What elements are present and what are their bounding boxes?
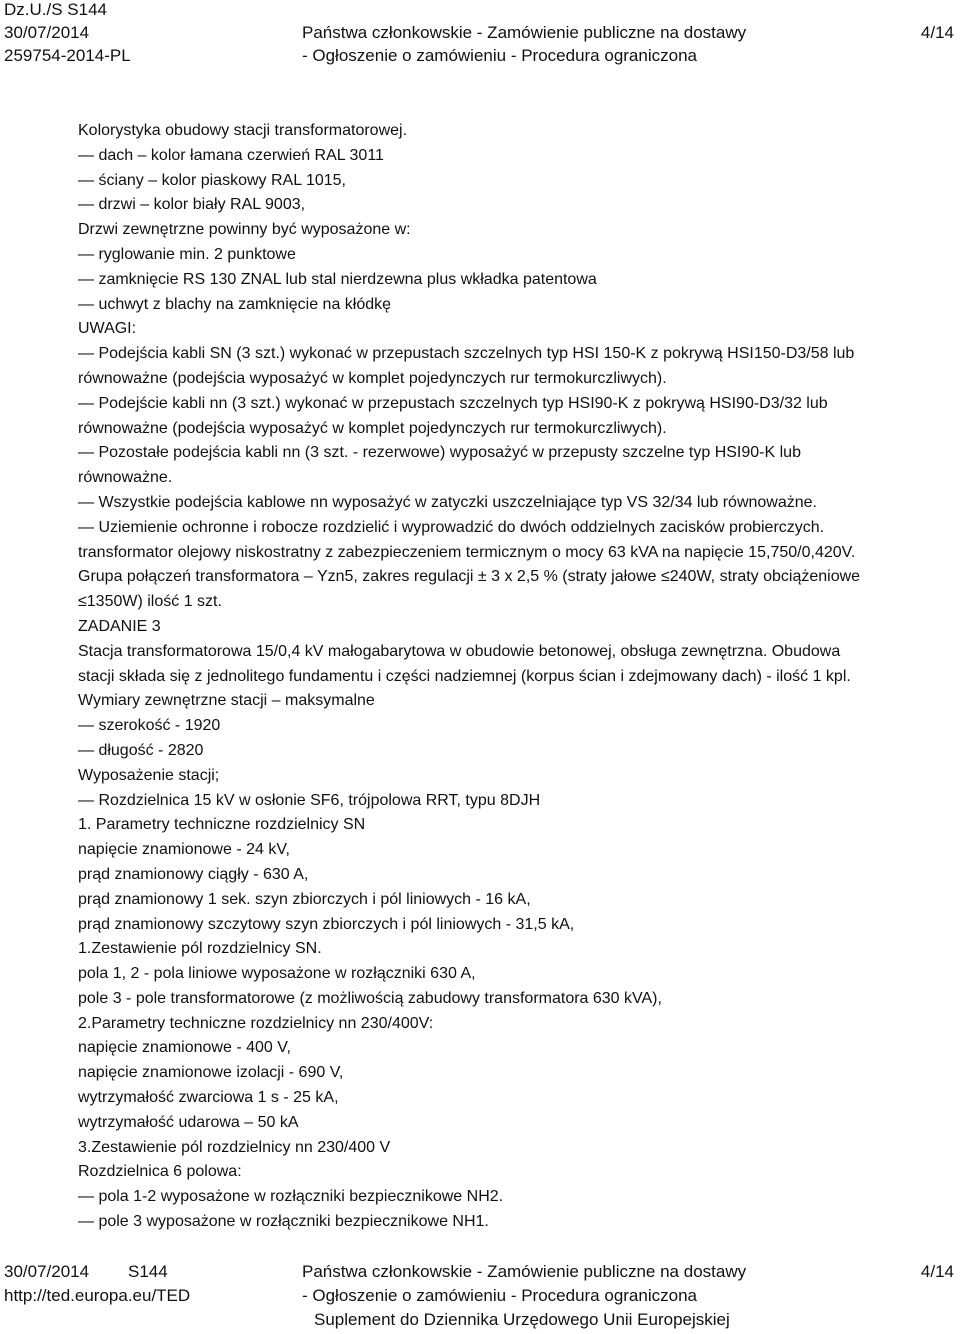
body-line: pola 1, 2 - pola liniowe wyposażone w rozłączniki 630 A, [78, 965, 476, 983]
footer-page-number: 4/14 [920, 1262, 954, 1281]
body-line: — pole 3 wyposażone w rozłączniki bezpiecznikowe NH1. [78, 1213, 489, 1231]
body-line: Wyposażenie stacji; [78, 766, 220, 784]
body-line: — Pozostałe podejścia kabli nn (3 szt. - rezerwowe) wyposażyć w przepusty szczelne typ HSI90-K lub [78, 444, 801, 462]
footer-date: 30/07/2014 [4, 1262, 90, 1281]
header-row-date [4, 23, 956, 45]
body-line: — Podejście kabli nn (3 szt.) wykonać w przepustach szczelnych typ HSI90-K z pokrywą HSI90-D3/32 lub [78, 394, 828, 412]
footer-series: S144 [128, 1262, 168, 1281]
page-footer [0, 1262, 960, 1334]
page-header [0, 0, 960, 70]
body-line: równoważne (podejścia wyposażyć w komplet pojedynczych rur termokurczliwych). [78, 369, 667, 387]
body-line: Stacja transformatorowa 15/0,4 kV małogabarytowa w obudowie betonowej, obsługa zewnętrzna. Obudowa [78, 642, 841, 660]
body-line: — zamknięcie RS 130 ZNAL lub stal nierdzewna plus wkładka patentowa [78, 270, 597, 288]
body-line: transformator olejowy niskostratny z zabezpieczeniem termicznym o mocy 63 kVA na napięcie 15,750/0,420V. [78, 543, 856, 561]
body-line: Kolorystyka obudowy stacji transformatorowej. [78, 122, 408, 139]
header-row-notice [4, 46, 956, 68]
header-title: Państwa członkowskie - Zamówienie publiczne na dostawy [302, 23, 747, 42]
body-line: 2.Parametry techniczne rozdzielnicy nn 230/400V: [78, 1014, 434, 1032]
footer-title: Państwa członkowskie - Zamówienie publiczne na dostawy [302, 1262, 747, 1281]
body-line: wytrzymałość udarowa – 50 kA [78, 1113, 299, 1131]
body-line: — uchwyt z blachy na zamknięcie na kłódkę [78, 295, 392, 313]
body-line: — Rozdzielnica 15 kV w osłonie SF6, trójpolowa RRT, typu 8DJH [78, 791, 541, 809]
body-line: stacji składa się z jednolitego fundamentu i części nadziemnej (korpus ścian i zdejmowany dach) - ilość 1 kpl. [78, 667, 851, 685]
header-page-number: 4/14 [920, 23, 954, 42]
section-heading: ZADANIE 3 [78, 617, 161, 635]
footer-row-date [4, 1262, 956, 1286]
body-line: ≤1350W) ilość 1 szt. [78, 593, 222, 611]
document-body [78, 119, 948, 1235]
body-line: 1.Zestawienie pól rozdzielnicy SN. [78, 940, 322, 958]
footer-subtitle: - Ogłoszenie o zamówieniu - Procedura ograniczona [302, 1286, 697, 1305]
body-line: — szerokość - 1920 [78, 717, 221, 735]
body-line: Drzwi zewnętrzne powinny być wyposażone w: [78, 221, 411, 239]
body-line: 1. Parametry techniczne rozdzielnicy SN [78, 816, 366, 834]
body-line: prąd znamionowy 1 sek. szyn zbiorczych i pól liniowych - 16 kA, [78, 890, 531, 908]
body-line: wytrzymałość zwarciowa 1 s - 25 kA, [78, 1089, 339, 1107]
footer-supplement: Suplement do Dziennika Urzędowego Unii Europejskiej [314, 1310, 730, 1329]
footer-url-link[interactable]: http://ted.europa.eu/TED [4, 1286, 191, 1305]
journal-reference: Dz.U./S S144 [4, 0, 107, 19]
body-line: prąd znamionowy szczytowy szyn zbiorczych i pól liniowych - 31,5 kA, [78, 915, 575, 933]
body-line: prąd znamionowy ciągły - 630 A, [78, 865, 309, 883]
header-subtitle: - Ogłoszenie o zamówieniu - Procedura ograniczona [302, 46, 697, 65]
header-date: 30/07/2014 [4, 23, 90, 42]
body-line: UWAGI: [78, 320, 137, 338]
body-line: napięcie znamionowe izolacji - 690 V, [78, 1064, 344, 1082]
body-line: — drzwi – kolor biały RAL 9003, [78, 196, 306, 214]
body-line: pole 3 - pole transformatorowe (z możliwością zabudowy transformatora 630 kVA), [78, 989, 662, 1007]
body-line: równoważne (podejścia wyposażyć w komplet pojedynczych rur termokurczliwych). [78, 419, 667, 437]
body-line: 3.Zestawienie pól rozdzielnicy nn 230/400 V [78, 1138, 391, 1156]
body-line: — ściany – kolor piaskowy RAL 1015, [78, 171, 346, 189]
body-line: Grupa połączeń transformatora – Yzn5, zakres regulacji ± 3 x 2,5 % (straty jałowe ≤240W, straty obciążeniowe [78, 568, 861, 586]
body-line: — Podejścia kabli SN (3 szt.) wykonać w przepustach szczelnych typ HSI 150-K z pokrywą HSI150-D3/58 lub [78, 345, 855, 363]
body-line: równoważne. [78, 469, 173, 487]
body-line: napięcie znamionowe - 24 kV, [78, 841, 290, 859]
body-line: Rozdzielnica 6 polowa: [78, 1163, 242, 1181]
body-line: — Wszystkie podejścia kablowe nn wyposażyć w zatyczki uszczelniające typ VS 32/34 lub równoważne. [78, 493, 817, 511]
body-line: — pola 1-2 wyposażone w rozłączniki bezpiecznikowe NH2. [78, 1188, 504, 1206]
header-notice-id: 259754-2014-PL [4, 46, 131, 65]
body-line: — długość - 2820 [78, 741, 204, 759]
body-line: — Uziemienie ochronne i robocze rozdzielić i wyprowadzić do dwóch oddzielnych zacisków probierczych. [78, 518, 825, 536]
footer-row-supplement [4, 1310, 956, 1334]
body-line: napięcie znamionowe - 400 V, [78, 1039, 291, 1057]
footer-row-url [4, 1286, 956, 1310]
body-line: — ryglowanie min. 2 punktowe [78, 245, 296, 263]
body-line: — dach – kolor łamana czerwień RAL 3011 [78, 146, 384, 164]
body-line: Wymiary zewnętrzne stacji – maksymalne [78, 692, 375, 710]
